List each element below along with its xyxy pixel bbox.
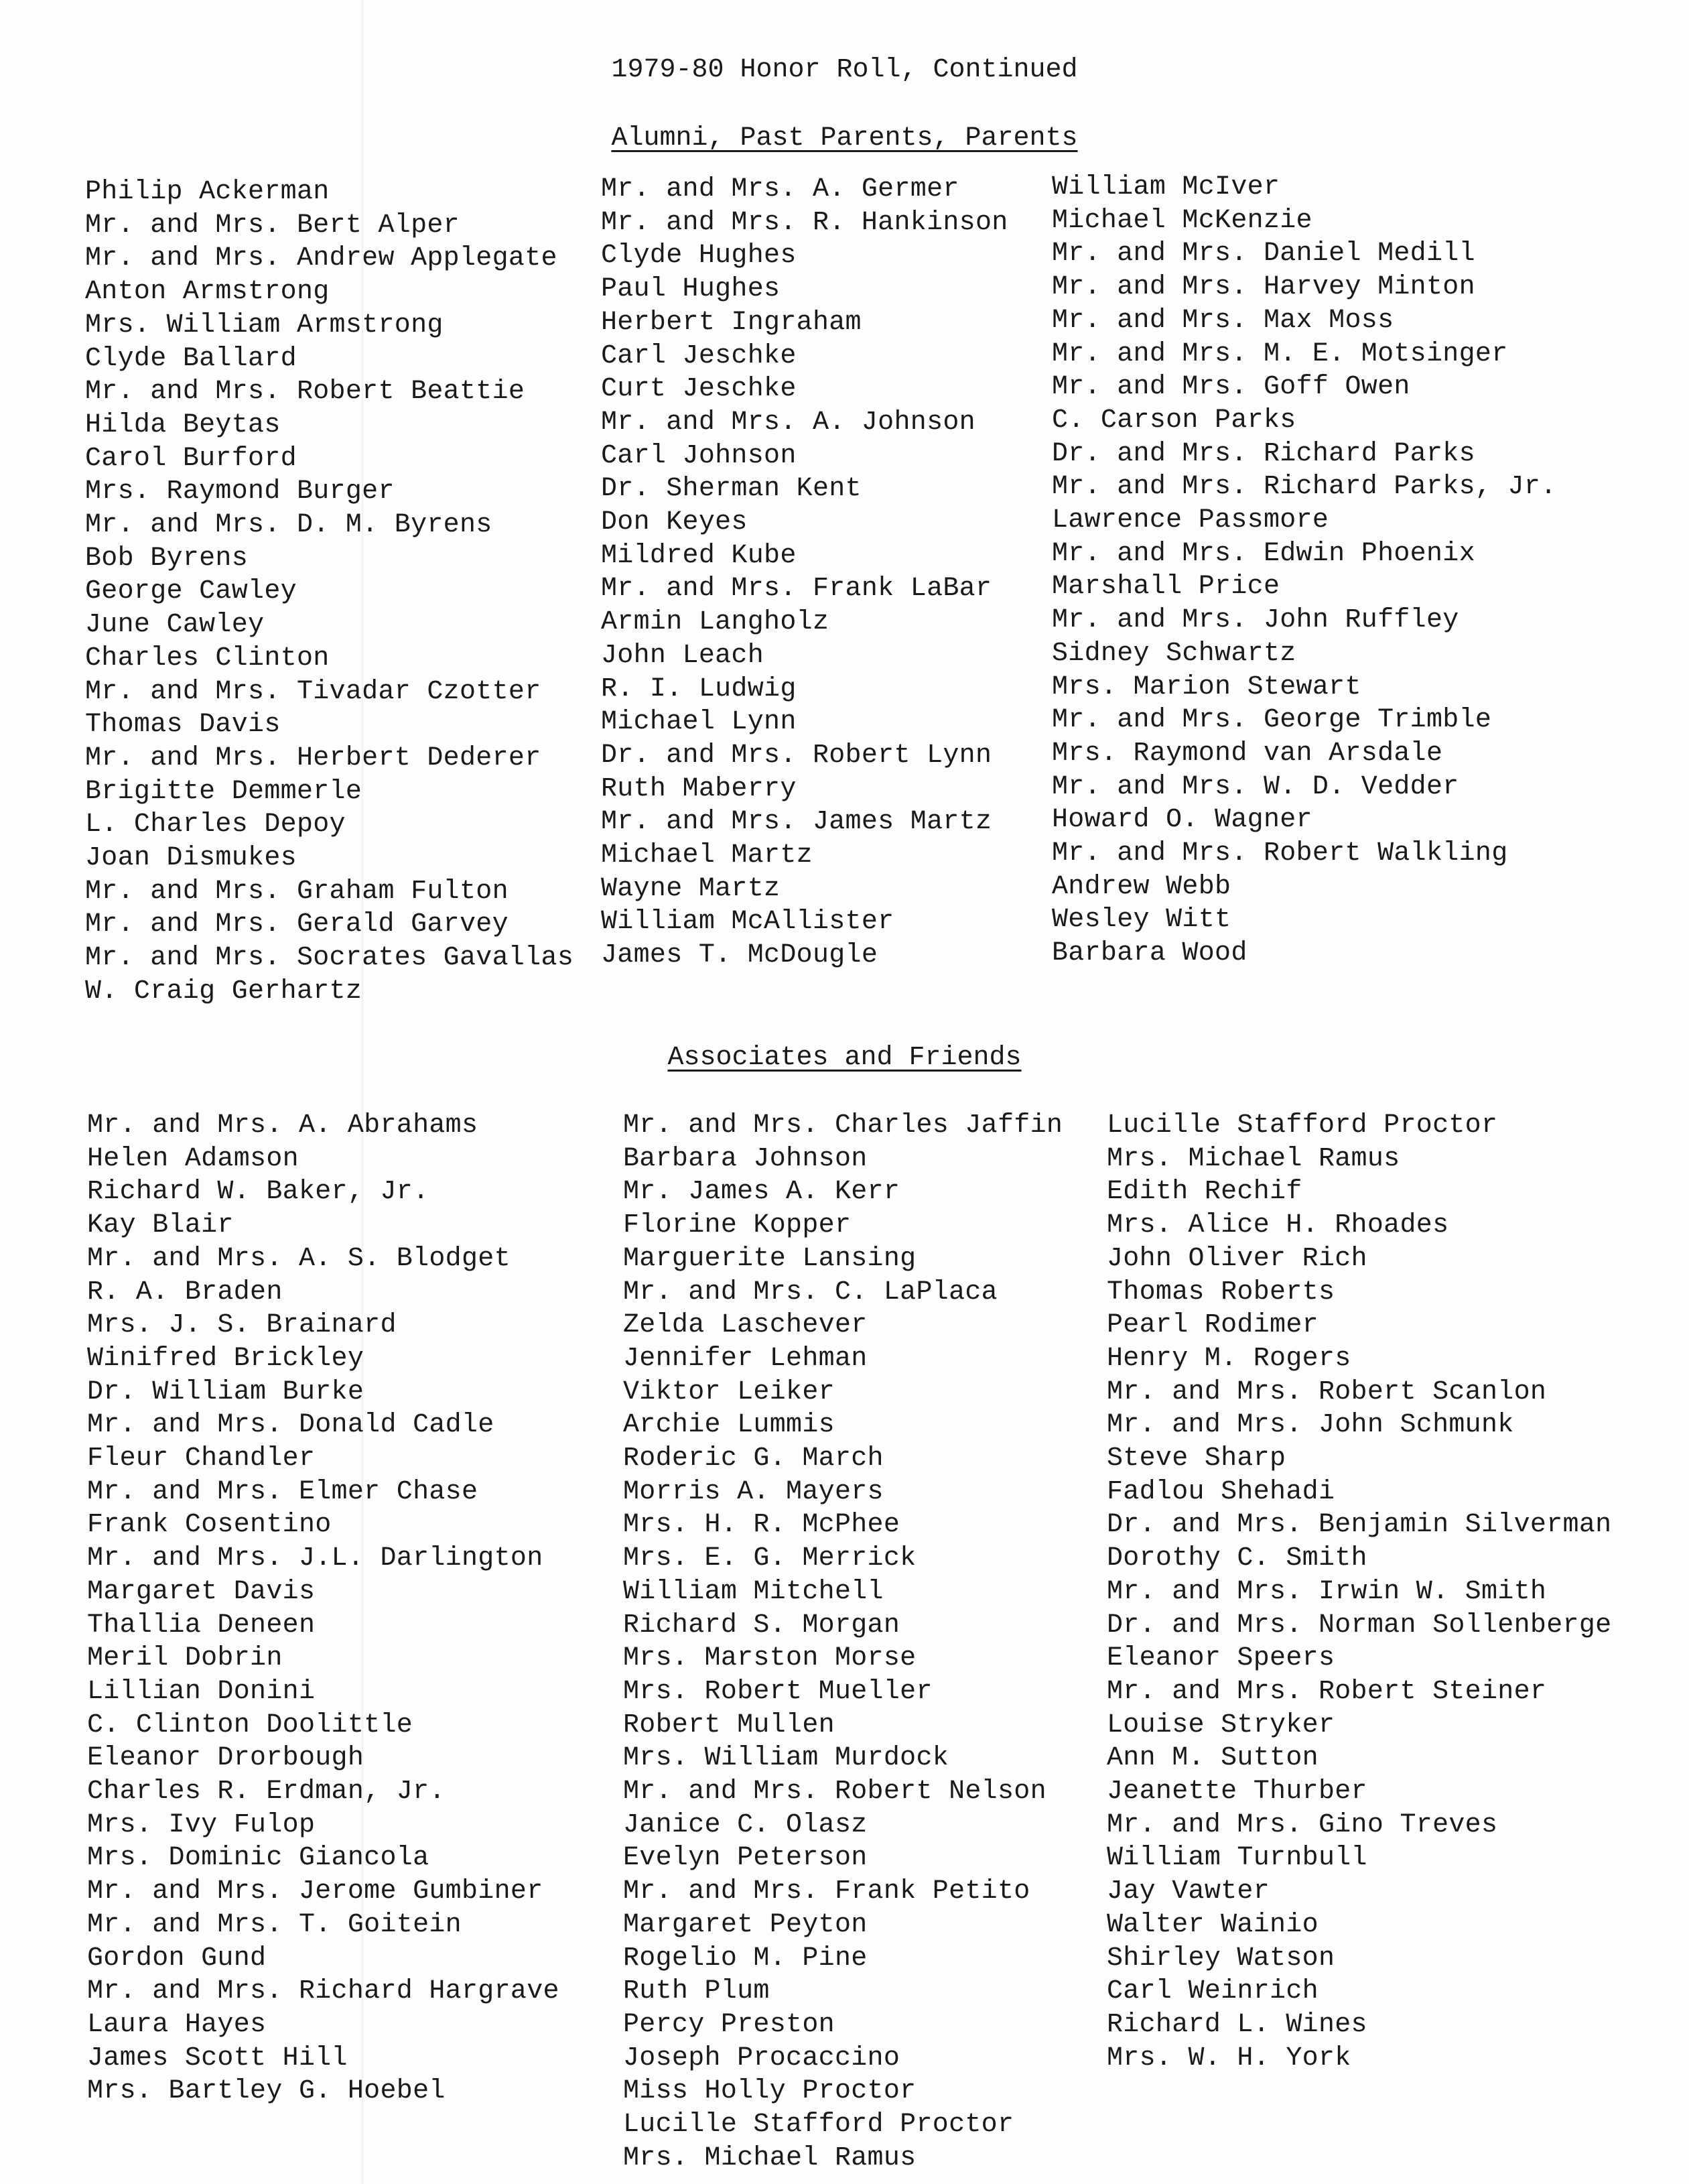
honor-roll-entry: Rogelio M. Pine — [623, 1943, 868, 1974]
honor-roll-entry: Carol Burford — [85, 443, 297, 474]
honor-roll-entry: Evelyn Peterson — [623, 1843, 868, 1874]
honor-roll-entry: Richard L. Wines — [1107, 2009, 1367, 2040]
honor-roll-entry: Marshall Price — [1052, 572, 1280, 602]
honor-roll-entry: John Oliver Rich — [1107, 1243, 1367, 1274]
honor-roll-entry: Mr. and Mrs. W. D. Vedder — [1052, 771, 1459, 802]
honor-roll-entry: Mr. and Mrs. Donald Cadle — [87, 1410, 494, 1441]
honor-roll-entry: Dr. William Burke — [87, 1376, 364, 1407]
honor-roll-entry: Jennifer Lehman — [623, 1343, 868, 1374]
honor-roll-entry: Mr. and Mrs. Richard Hargrave — [87, 1976, 559, 2007]
honor-roll-entry: Ruth Maberry — [601, 773, 797, 804]
honor-roll-entry: James Scott Hill — [87, 2043, 348, 2073]
honor-roll-entry: Mrs. Marston Morse — [623, 1643, 917, 1674]
honor-roll-entry: Kay Blair — [87, 1210, 234, 1241]
honor-roll-entry: Mr. and Mrs. Charles Jaffin — [623, 1110, 1063, 1141]
alumni-column-2 — [601, 173, 1008, 972]
honor-roll-entry: Mr. and Mrs. C. LaPlaca — [623, 1277, 998, 1307]
honor-roll-entry: Mr. and Mrs. J.L. Darlington — [87, 1543, 543, 1574]
honor-roll-entry: Mr. and Mrs. T. Goitein — [87, 1909, 462, 1940]
honor-roll-entry: Sidney Schwartz — [1052, 638, 1296, 669]
section-heading-alumni — [0, 122, 1689, 155]
honor-roll-entry: Thomas Roberts — [1107, 1277, 1335, 1307]
honor-roll-entry: Andrew Webb — [1052, 871, 1231, 902]
honor-roll-entry: John Leach — [601, 640, 764, 671]
honor-roll-entry: Mr. and Mrs. Robert Steiner — [1107, 1676, 1547, 1707]
honor-roll-entry: Janice C. Olasz — [623, 1809, 868, 1840]
honor-roll-entry: Mrs. William Murdock — [623, 1743, 949, 1774]
honor-roll-entry: W. Craig Gerhartz — [85, 976, 362, 1007]
honor-roll-entry: Fleur Chandler — [87, 1443, 316, 1474]
honor-roll-entry: Thallia Deneen — [87, 1610, 316, 1641]
honor-roll-entry: Mrs. J. S. Brainard — [87, 1310, 397, 1341]
honor-roll-entry: Hilda Beytas — [85, 409, 281, 440]
honor-roll-entry: Don Keyes — [601, 507, 748, 538]
honor-roll-entry: William McAllister — [601, 907, 894, 938]
honor-roll-entry: Lucille Stafford Proctor — [1107, 1110, 1498, 1141]
honor-roll-entry: Mr. and Mrs. Daniel Medill — [1052, 239, 1475, 269]
alumni-column-3 — [1052, 171, 1556, 970]
honor-roll-entry: Mr. and Mrs. Bert Alper — [85, 210, 460, 241]
honor-roll-entry: Ann M. Sutton — [1107, 1743, 1319, 1774]
honor-roll-entry: Frank Cosentino — [87, 1510, 332, 1541]
honor-roll-entry: Dorothy C. Smith — [1107, 1543, 1367, 1574]
honor-roll-entry: Paul Hughes — [601, 274, 781, 305]
honor-roll-entry: Walter Wainio — [1107, 1909, 1319, 1940]
honor-roll-entry: Mrs. Michael Ramus — [1107, 1143, 1400, 1174]
honor-roll-entry: Mr. and Mrs. Edwin Phoenix — [1052, 538, 1475, 569]
section-heading-associates-text: Associates and Friends — [667, 1043, 1022, 1073]
honor-roll-entry: Brigitte Demmerle — [85, 776, 362, 807]
honor-roll-entry: Jay Vawter — [1107, 1876, 1270, 1907]
honor-roll-entry: Wesley Witt — [1052, 905, 1231, 936]
honor-roll-entry: Mr. and Mrs. Gino Treves — [1107, 1809, 1498, 1840]
honor-roll-entry: Mrs. Raymond van Arsdale — [1052, 738, 1443, 769]
honor-roll-entry: Mr. and Mrs. Herbert Dederer — [85, 743, 541, 773]
honor-roll-entry: Wayne Martz — [601, 873, 781, 904]
honor-roll-entry: Mr. and Mrs. John Ruffley — [1052, 605, 1459, 636]
honor-roll-entry: William Mitchell — [623, 1576, 884, 1607]
honor-roll-entry: Armin Langholz — [601, 607, 829, 638]
honor-roll-entry: Mr. and Mrs. Robert Scanlon — [1107, 1376, 1547, 1407]
honor-roll-entry: Mr. and Mrs. A. S. Blodget — [87, 1243, 511, 1274]
honor-roll-entry: Mrs. W. H. York — [1107, 2043, 1351, 2073]
honor-roll-entry: Mr. and Mrs. Harvey Minton — [1052, 272, 1475, 303]
honor-roll-entry: Mrs. Ivy Fulop — [87, 1809, 316, 1840]
honor-roll-entry: Winifred Brickley — [87, 1343, 364, 1374]
honor-roll-entry: Mr. and Mrs. Irwin W. Smith — [1107, 1576, 1547, 1607]
honor-roll-entry: Charles R. Erdman, Jr. — [87, 1777, 446, 1807]
honor-roll-entry: Mrs. Robert Mueller — [623, 1676, 933, 1707]
honor-roll-entry: C. Carson Parks — [1052, 405, 1296, 436]
honor-roll-entry: Mr. and Mrs. Jerome Gumbiner — [87, 1876, 543, 1907]
honor-roll-entry: Mr. and Mrs. Socrates Gavallas — [85, 943, 574, 974]
honor-roll-entry: Dr. Sherman Kent — [601, 474, 862, 505]
honor-roll-entry: Mr. and Mrs. James Martz — [601, 807, 992, 838]
honor-roll-entry: R. I. Ludwig — [601, 673, 797, 704]
honor-roll-entry: Mr. and Mrs. R. Hankinson — [601, 207, 1008, 238]
honor-roll-entry: Mr. and Mrs. Tivadar Czotter — [85, 676, 541, 707]
honor-roll-entry: Clyde Ballard — [85, 343, 297, 374]
honor-roll-entry: Lucille Stafford Proctor — [623, 2110, 1014, 2140]
honor-roll-entry: George Cawley — [85, 576, 297, 607]
honor-roll-entry: Mrs. H. R. McPhee — [623, 1510, 900, 1541]
honor-roll-entry: Gordon Gund — [87, 1943, 267, 1974]
honor-roll-entry: Michael Martz — [601, 840, 813, 871]
honor-roll-entry: Miss Holly Proctor — [623, 2076, 917, 2107]
honor-roll-entry: Mildred Kube — [601, 540, 797, 571]
alumni-column-1 — [85, 176, 573, 1009]
honor-roll-entry: Mr. and Mrs. Robert Beattie — [85, 377, 525, 407]
honor-roll-entry: Dr. and Mrs. Benjamin Silverman — [1107, 1510, 1612, 1541]
honor-roll-entry: Laura Hayes — [87, 2009, 267, 2040]
honor-roll-entry: Mrs. Dominic Giancola — [87, 1843, 429, 1874]
honor-roll-entry: Edith Rechif — [1107, 1177, 1302, 1208]
honor-roll-entry: Mr. and Mrs. Gerald Garvey — [85, 909, 509, 940]
honor-roll-entry: Robert Mullen — [623, 1710, 835, 1740]
honor-roll-entry: Dr. and Mrs. Robert Lynn — [601, 740, 992, 771]
honor-roll-entry: Florine Kopper — [623, 1210, 852, 1241]
honor-roll-entry: Viktor Leiker — [623, 1376, 835, 1407]
honor-roll-entry: Mr. and Mrs. Richard Parks, Jr. — [1052, 472, 1557, 503]
honor-roll-entry: Dr. and Mrs. Richard Parks — [1052, 438, 1475, 469]
honor-roll-entry: Richard S. Morgan — [623, 1610, 900, 1641]
honor-roll-entry: R. A. Braden — [87, 1277, 283, 1307]
honor-roll-entry: Mr. and Mrs. A. Johnson — [601, 407, 975, 438]
honor-roll-entry: Mr. and Mrs. Max Moss — [1052, 305, 1394, 336]
section-heading-alumni-text: Alumni, Past Parents, Parents — [611, 123, 1078, 153]
honor-roll-entry: Mr. and Mrs. M. E. Motsinger — [1052, 338, 1508, 369]
honor-roll-entry: Michael McKenzie — [1052, 205, 1312, 236]
associates-column-1 — [87, 1109, 559, 2108]
honor-roll-entry: Marguerite Lansing — [623, 1243, 917, 1274]
honor-roll-entry: Mrs. Bartley G. Hoebel — [87, 2076, 446, 2107]
honor-roll-entry: Joseph Procaccino — [623, 2043, 900, 2073]
honor-roll-entry: Margaret Peyton — [623, 1909, 868, 1940]
honor-roll-entry: Thomas Davis — [85, 710, 281, 741]
honor-roll-entry: Louise Stryker — [1107, 1710, 1335, 1740]
honor-roll-entry: Mr. and Mrs. Graham Fulton — [85, 876, 509, 907]
honor-roll-entry: Mr. and Mrs. Robert Walkling — [1052, 838, 1508, 869]
honor-roll-entry: Mr. and Mrs. D. M. Byrens — [85, 510, 492, 541]
honor-roll-entry: Howard O. Wagner — [1052, 805, 1312, 836]
honor-roll-entry: Joan Dismukes — [85, 843, 297, 874]
section-heading-associates — [0, 1041, 1689, 1075]
honor-roll-entry: Richard W. Baker, Jr. — [87, 1177, 429, 1208]
honor-roll-entry: C. Clinton Doolittle — [87, 1710, 413, 1740]
honor-roll-entry: Mr. and Mrs. Frank Petito — [623, 1876, 1030, 1907]
page-title: 1979-80 Honor Roll, Continued — [611, 55, 1078, 85]
honor-roll-entry: Mr. and Mrs. Frank LaBar — [601, 574, 992, 604]
honor-roll-entry: Margaret Davis — [87, 1576, 316, 1607]
honor-roll-entry: Bob Byrens — [85, 543, 249, 574]
honor-roll-entry: Barbara Wood — [1052, 938, 1247, 969]
honor-roll-entry: Jeanette Thurber — [1107, 1777, 1367, 1807]
honor-roll-entry: Morris A. Mayers — [623, 1476, 884, 1507]
honor-roll-entry: Mrs. Raymond Burger — [85, 476, 395, 507]
honor-roll-entry: Ruth Plum — [623, 1976, 770, 2007]
honor-roll-entry: Mrs. Alice H. Rhoades — [1107, 1210, 1449, 1241]
honor-roll-entry: Curt Jeschke — [601, 374, 797, 405]
honor-roll-entry: Pearl Rodimer — [1107, 1310, 1319, 1341]
honor-roll-entry: Carl Weinrich — [1107, 1976, 1319, 2007]
honor-roll-entry: Mrs. E. G. Merrick — [623, 1543, 917, 1574]
honor-roll-entry: James T. McDougle — [601, 940, 878, 971]
honor-roll-entry: L. Charles Depoy — [85, 810, 346, 840]
honor-roll-entry: Henry M. Rogers — [1107, 1343, 1351, 1374]
honor-roll-entry: Anton Armstrong — [85, 277, 330, 308]
honor-roll-entry: Lawrence Passmore — [1052, 505, 1329, 536]
honor-roll-entry: Mr. and Mrs. John Schmunk — [1107, 1410, 1514, 1441]
honor-roll-entry: William McIver — [1052, 172, 1280, 202]
honor-roll-entry: Dr. and Mrs. Norman Sollenberge — [1107, 1610, 1612, 1641]
honor-roll-entry: Archie Lummis — [623, 1410, 835, 1441]
honor-roll-entry: Mr. and Mrs. Robert Nelson — [623, 1777, 1046, 1807]
honor-roll-entry: Fadlou Shehadi — [1107, 1476, 1335, 1507]
honor-roll-entry: Mr. and Mrs. A. Abrahams — [87, 1110, 478, 1141]
associates-column-2 — [623, 1109, 1063, 2175]
honor-roll-entry: Philip Ackerman — [85, 177, 330, 207]
honor-roll-entry: Mr. and Mrs. Goff Owen — [1052, 372, 1410, 403]
honor-roll-entry: Mr. James A. Kerr — [623, 1177, 900, 1208]
honor-roll-entry: William Turnbull — [1107, 1843, 1367, 1874]
honor-roll-entry: Meril Dobrin — [87, 1643, 283, 1674]
honor-roll-entry: Roderic G. March — [623, 1443, 884, 1474]
honor-roll-entry: Mrs. Michael Ramus — [623, 2142, 917, 2173]
honor-roll-entry: Helen Adamson — [87, 1143, 299, 1174]
honor-roll-entry: Carl Johnson — [601, 440, 797, 471]
honor-roll-entry: Shirley Watson — [1107, 1943, 1335, 1974]
honor-roll-entry: Lillian Donini — [87, 1676, 316, 1707]
honor-roll-entry: Eleanor Drorbough — [87, 1743, 364, 1774]
honor-roll-entry: Mrs. William Armstrong — [85, 310, 444, 340]
honor-roll-entry: Mr. and Mrs. Andrew Applegate — [85, 243, 557, 274]
honor-roll-entry: Percy Preston — [623, 2009, 835, 2040]
honor-roll-entry: Barbara Johnson — [623, 1143, 868, 1174]
honor-roll-entry: Eleanor Speers — [1107, 1643, 1335, 1674]
honor-roll-entry: Herbert Ingraham — [601, 307, 862, 338]
honor-roll-entry: Zelda Laschever — [623, 1310, 868, 1341]
associates-column-3 — [1107, 1109, 1611, 2075]
honor-roll-entry: Steve Sharp — [1107, 1443, 1286, 1474]
honor-roll-entry: Michael Lynn — [601, 707, 797, 738]
honor-roll-entry: Carl Jeschke — [601, 340, 797, 371]
honor-roll-entry: Clyde Hughes — [601, 241, 797, 271]
honor-roll-entry: June Cawley — [85, 610, 265, 641]
honor-roll-entry: Mr. and Mrs. A. Germer — [601, 174, 959, 204]
honor-roll-entry: Charles Clinton — [85, 643, 330, 673]
honor-roll-entry: Mr. and Mrs. George Trimble — [1052, 705, 1492, 736]
honor-roll-entry: Mr. and Mrs. Elmer Chase — [87, 1476, 478, 1507]
honor-roll-entry: Mrs. Marion Stewart — [1052, 671, 1361, 702]
